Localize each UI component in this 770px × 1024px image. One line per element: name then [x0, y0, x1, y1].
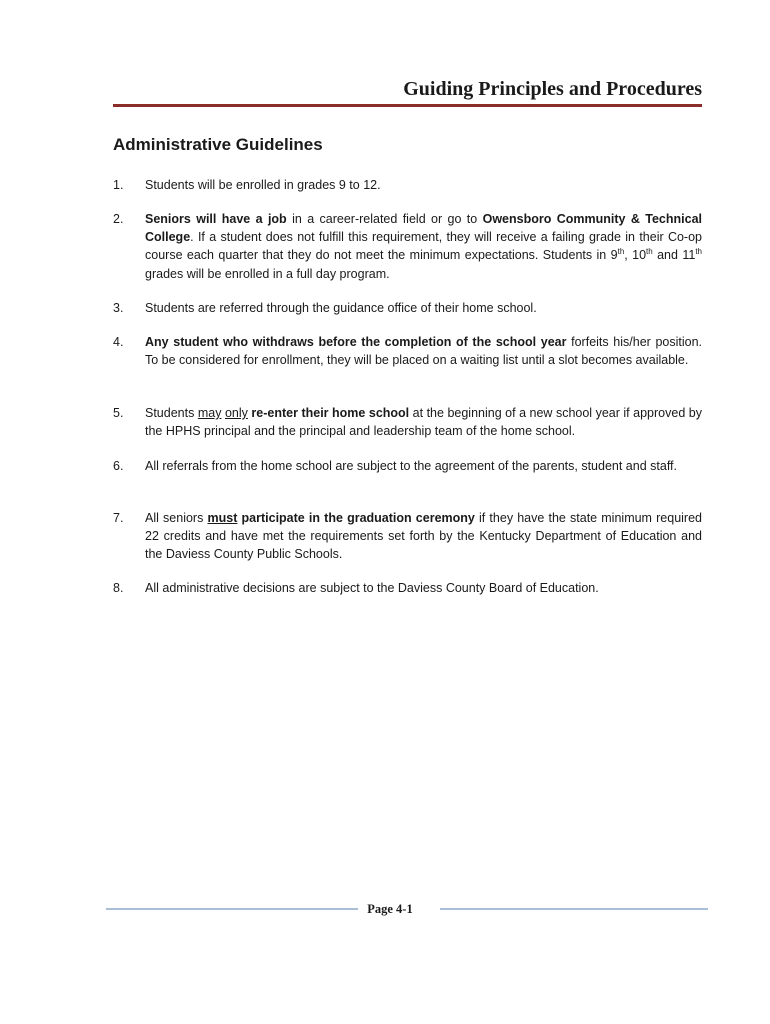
guideline-item-1 [113, 176, 702, 194]
section-title: Administrative Guidelines [113, 135, 323, 154]
item-text: Students may only re-enter their home school at the beginning of a new school year if approved by the HPHS principal and the principal and leadership team of the home school. [145, 406, 702, 439]
item-number: 5. [113, 406, 124, 420]
guideline-item-6 [113, 457, 702, 475]
item-number: 3. [113, 301, 124, 315]
item-number: 6. [113, 459, 124, 473]
item-text: All seniors must participate in the graduation ceremony if they have the state minimum required 22 credits and have met the requirements set forth by the Kentucky Department of Education and the Daviess County Public Schools. [145, 511, 702, 562]
item-number: 4. [113, 335, 124, 349]
item-text: Any student who withdraws before the completion of the school year forfeits his/her position. To be considered for enrollment, they will be placed on a waiting list until a slot becomes available. [145, 335, 703, 368]
item-text: All referrals from the home school are subject to the agreement of the parents, student and staff. [145, 459, 678, 473]
page-header-title: Guiding Principles and Procedures [403, 78, 702, 100]
item-number: 8. [113, 581, 124, 595]
item-number: 2. [113, 212, 124, 226]
guideline-item-8 [113, 579, 702, 597]
item-text: Students will be enrolled in grades 9 to 12. [145, 178, 381, 192]
guideline-item-3 [113, 299, 702, 317]
item-text: All administrative decisions are subject to the Daviess County Board of Education. [145, 581, 599, 595]
header-rule [113, 104, 702, 107]
footer-rule-left [106, 908, 358, 910]
item-number: 1. [113, 178, 124, 192]
item-number: 7. [113, 511, 124, 525]
guideline-item-5 [113, 404, 702, 440]
guideline-item-2 [113, 210, 702, 283]
item-text: Students are referred through the guidance office of their home school. [145, 301, 537, 315]
page-number: Page 4-1 [367, 902, 413, 916]
guideline-item-7 [113, 509, 702, 564]
footer-rule-right [440, 908, 708, 910]
item-text: Seniors will have a job in a career-related field or go to Owensboro Community & Technical College. If a student does not fulfill this requirement, they will receive a failing grade in their Co-op course each quarter that they do not meet the minimum expectations. Students in 9th, 10th and 11th grades will be enrolled in a full day program. [145, 212, 703, 281]
guideline-item-4 [113, 333, 702, 369]
